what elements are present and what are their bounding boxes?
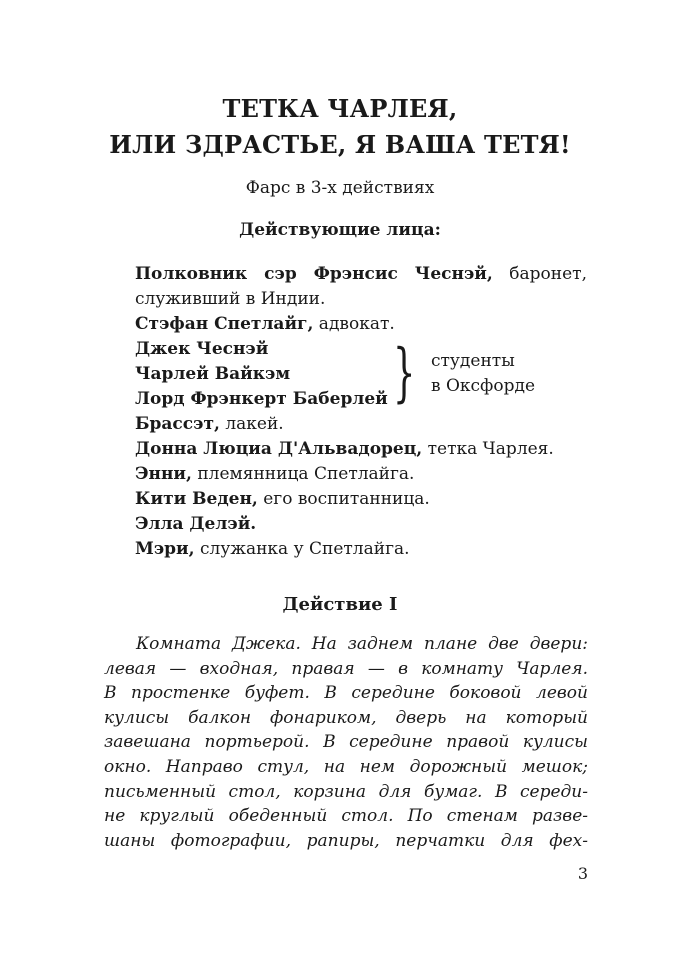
cast-description: служивший в Индии.: [135, 289, 326, 309]
stage-line: кулисы балкон фонариком, дверь на который: [104, 707, 588, 728]
play-title-line-2: ИЛИ ЗДРАСТЬЕ, Я ВАША ТЕТЯ!: [109, 130, 571, 159]
cast-entry-brasset: [135, 412, 587, 437]
cast-name: Кити Веден,: [135, 489, 258, 509]
cast-description: тетка Чарлея.: [422, 439, 554, 459]
cast-heading: Действующие лица:: [239, 220, 441, 240]
students-note-line-2: в Оксфорде: [431, 376, 536, 396]
cast-name: Стэфан Спетлайг,: [135, 314, 314, 334]
stage-line: завешана портьерой. В середине правой кулисы: [104, 732, 588, 753]
act-heading: Действие I: [282, 594, 398, 615]
students-note-line-1: студенты: [431, 351, 515, 371]
cast-description: племянница Спетлайга.: [191, 464, 415, 484]
cast-entry-colonel-continued: [135, 287, 587, 312]
cast-name: Полковник сэр Фрэнсис Чеснэй,: [135, 264, 493, 284]
cast-name: Лорд Фрэнкерт Баберлей: [135, 389, 388, 409]
cast-entry-ella: [135, 512, 587, 537]
cast-entry-charley: [135, 362, 388, 387]
students-names: [135, 337, 388, 412]
play-title-line-1: ТЕТКА ЧАРЛЕЯ,: [222, 94, 458, 123]
stage-line: В простенке буфет. В середине боковой левой: [104, 683, 588, 704]
stage-line: письменный стол, корзина для бумаг. В середи-: [104, 781, 588, 802]
play-subtitle: Фарс в 3-х действиях: [245, 178, 435, 198]
curly-brace: }: [393, 336, 416, 410]
cast-entry-annie: [135, 462, 587, 487]
page-number: 3: [577, 864, 588, 883]
cast-description: баронет,: [492, 264, 587, 284]
cast-name: Донна Люциа Д'Альвадорец,: [135, 439, 423, 459]
cast-entry-donna-lucia: [135, 437, 587, 462]
cast-name: Джек Чеснэй: [135, 339, 269, 359]
cast-name: Мэри,: [135, 539, 195, 559]
cast-list: [135, 262, 587, 562]
cast-description: лакей.: [219, 414, 284, 434]
stage-line: окно. Направо стул, на нем дорожный мешок;: [104, 756, 588, 777]
cast-description: адвокат.: [313, 314, 395, 334]
students-note: [431, 349, 535, 399]
cast-students-group: [135, 337, 587, 412]
cast-entry-spetlaig: [135, 312, 587, 337]
cast-name: Чарлей Вайкэм: [135, 364, 291, 384]
stage-line: Комната Джека. На заднем плане две двери:: [136, 634, 588, 654]
cast-name: Брассэт,: [135, 414, 220, 434]
cast-name: Энни,: [135, 464, 192, 484]
stage-line: не круглый обеденный стол. По стенам разве-: [104, 806, 588, 827]
cast-entry-mary: [135, 537, 587, 562]
cast-entry-colonel: [135, 262, 587, 287]
cast-name: Элла Делэй.: [135, 514, 257, 534]
cast-entry-jack: [135, 337, 388, 362]
stage-line: левая — входная, правая — в комнату Чарлея.: [104, 658, 588, 679]
cast-entry-baberley: [135, 387, 388, 412]
stage-line: шаны фотографии, рапиры, перчатки для фех-: [104, 830, 588, 851]
stage-directions: [104, 632, 588, 853]
cast-description: его воспитанница.: [257, 489, 430, 509]
cast-description: служанка у Спетлайга.: [194, 539, 410, 559]
cast-entry-kitty: [135, 487, 587, 512]
